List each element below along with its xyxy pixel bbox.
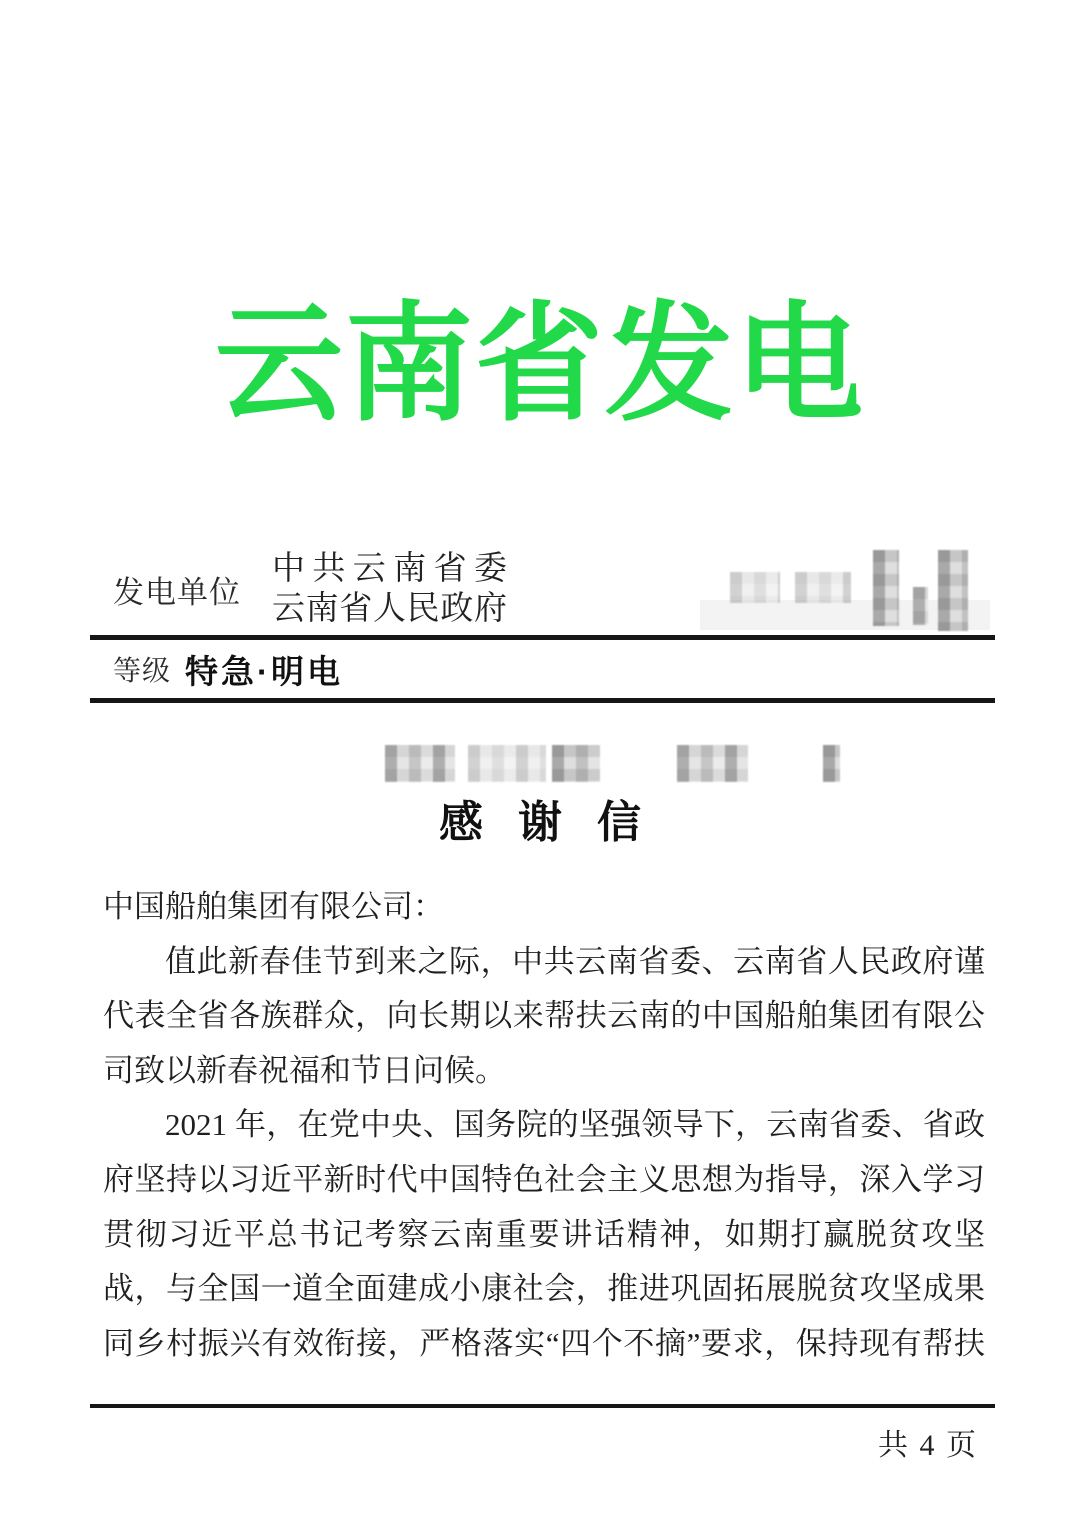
redacted-block — [677, 745, 748, 782]
body-line: 府坚持以习近平新时代中国特色社会主义思想为指导，深入学习 — [103, 1161, 985, 1197]
body-line: 值此新春佳节到来之际，中共云南省委、云南省人民政府谨 — [165, 943, 985, 979]
redacted-block — [823, 745, 840, 782]
sender-row — [90, 543, 995, 635]
level-value: 特急·明电 — [185, 652, 344, 690]
level-label: 等级 — [113, 656, 172, 687]
redacted-block — [938, 550, 968, 631]
redacted-block — [913, 587, 928, 625]
sender-label: 发电单位 — [113, 574, 241, 610]
redacted-block — [468, 745, 546, 782]
body-line: 2021 年，在党中央、国务院的坚强领导下，云南省委、省政 — [165, 1107, 985, 1143]
footer-rule — [90, 1404, 995, 1408]
redacted-block — [873, 550, 899, 626]
body-line: 贯彻习近平总书记考察云南重要讲话精神，如期打赢脱贫攻坚 — [103, 1216, 985, 1252]
telegram-header — [90, 543, 995, 703]
page-count: 共 4 页 — [878, 1429, 978, 1462]
redacted-block — [730, 572, 780, 603]
body-line: 司致以新春祝福和节日问候。 — [103, 1052, 506, 1088]
sender-line-2: 云南省人民政府 — [272, 591, 507, 627]
sender-line-1: 中共云南省委 — [272, 551, 507, 587]
header-divider-bottom — [90, 698, 995, 703]
letter-title: 感 谢 信 — [439, 798, 641, 847]
letter-body — [103, 880, 985, 1371]
redacted-block — [552, 745, 600, 782]
body-line: 战，与全国一道全面建成小康社会，推进巩固拓展脱贫攻坚成果 — [103, 1271, 985, 1307]
body-line: 代表全省各族群众，向长期以来帮扶云南的中国船舶集团有限公 — [103, 998, 985, 1034]
body-line: 同乡村振兴有效衔接，严格落实“四个不摘”要求，保持现有帮扶 — [103, 1325, 986, 1361]
level-row — [90, 640, 995, 698]
recipient-line: 中国船舶集团有限公司： — [103, 889, 444, 924]
redacted-block — [385, 745, 455, 782]
redacted-block — [795, 572, 851, 603]
masthead-title: 云南省发电 — [214, 294, 865, 436]
sender-value — [272, 549, 507, 629]
